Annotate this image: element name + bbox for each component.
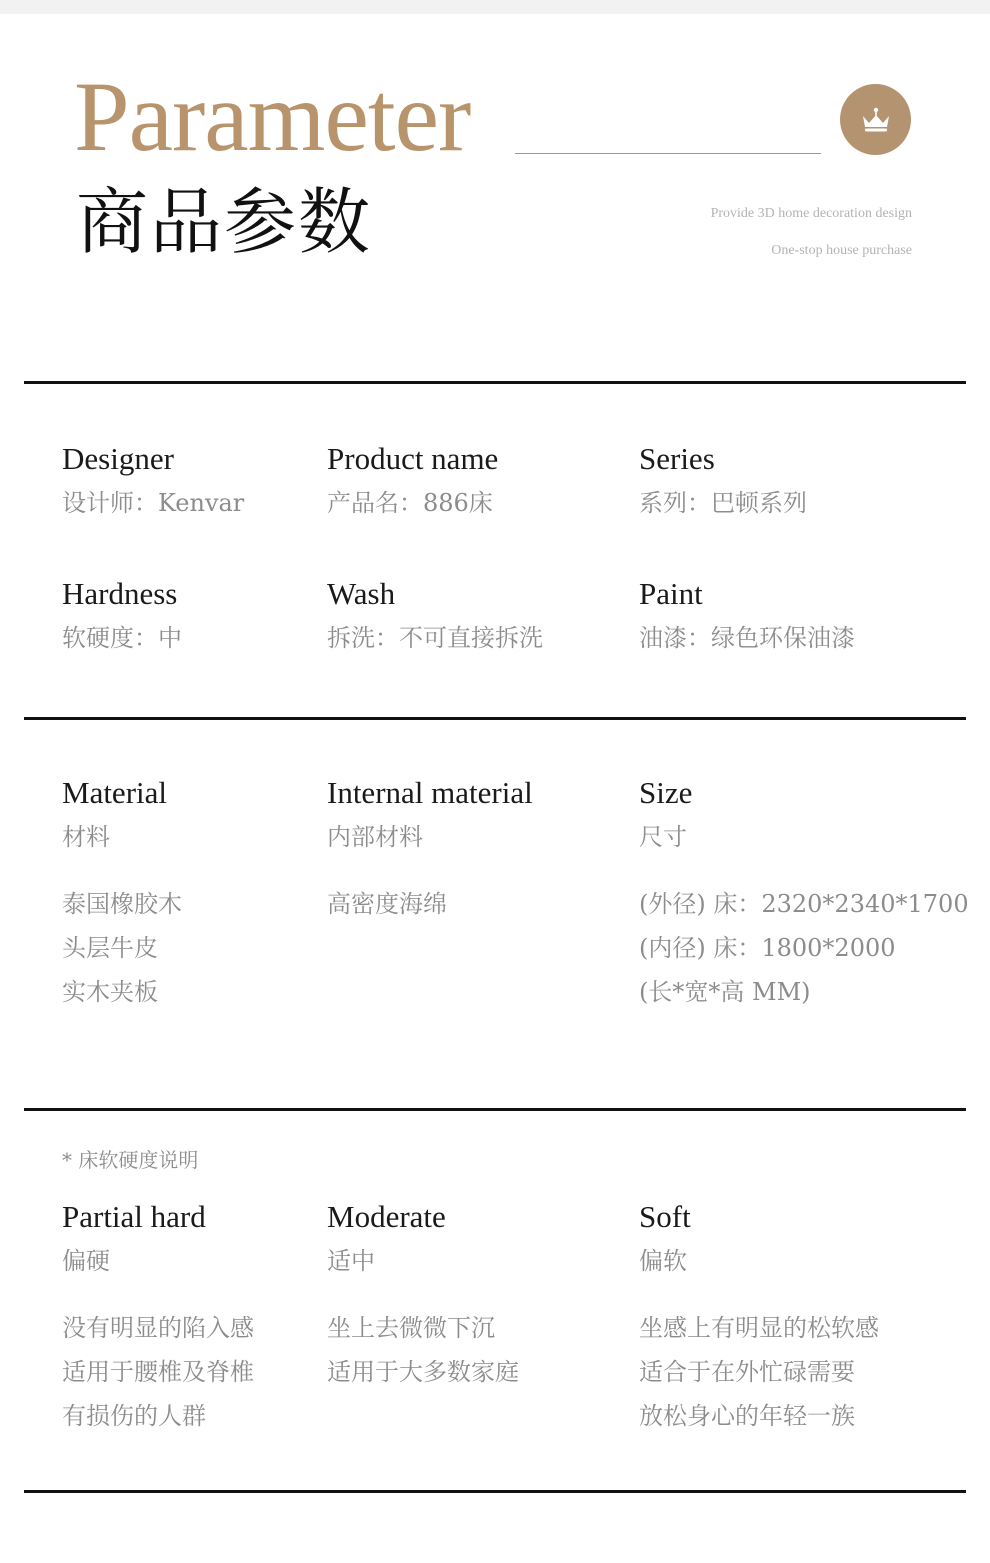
divider (24, 1108, 966, 1111)
list-item: (内径) 床：1800*2000 (639, 934, 896, 962)
param-value: 油漆：绿色环保油漆 (639, 624, 855, 652)
param-label-en: Paint (639, 576, 703, 611)
crown-icon (861, 107, 891, 133)
list-item: 适用于腰椎及脊椎 (62, 1358, 254, 1386)
param-value: 拆洗：不可直接拆洗 (327, 624, 543, 652)
param-label-cn: 适中 (327, 1247, 375, 1275)
soft-description (639, 1306, 879, 1438)
param-label-en: Wash (327, 576, 396, 611)
list-item: 高密度海绵 (327, 890, 447, 918)
param-value: 软硬度：中 (62, 624, 182, 652)
softness-note: * 床软硬度说明 (62, 1148, 199, 1172)
list-item: (外径) 床：2320*2340*1700 (639, 890, 969, 918)
title-underline (515, 153, 821, 154)
partial-hard-description (62, 1306, 254, 1438)
list-item: 适用于大多数家庭 (327, 1358, 519, 1386)
size-heading (639, 774, 692, 852)
param-label-en: Product name (327, 441, 499, 476)
list-item: 泰国橡胶木 (62, 890, 182, 918)
list-item: 实木夹板 (62, 978, 158, 1006)
param-designer (62, 440, 244, 518)
title-chinese: 商品参数 (76, 180, 373, 264)
title-english: Parameter (74, 61, 471, 172)
param-label-en: Internal material (327, 775, 533, 810)
material-heading (62, 774, 167, 852)
crown-badge (840, 84, 911, 155)
softness-partial-hard (62, 1198, 206, 1276)
param-label-cn: 材料 (62, 823, 110, 851)
list-item: 放松身心的年轻一族 (639, 1402, 855, 1430)
list-item: 头层牛皮 (62, 934, 158, 962)
param-label-cn: 尺寸 (639, 823, 687, 851)
tagline-purchase: One-stop house purchase (771, 243, 912, 258)
list-item: 坐上去微微下沉 (327, 1314, 495, 1342)
param-label-cn: 偏硬 (62, 1247, 110, 1275)
param-wash (327, 575, 543, 653)
param-label-en: Hardness (62, 576, 178, 611)
param-product-name (327, 440, 498, 518)
param-label-en: Size (639, 775, 693, 810)
list-item: 坐感上有明显的松软感 (639, 1314, 879, 1342)
divider (24, 1490, 966, 1493)
moderate-description (327, 1306, 519, 1394)
tagline-design: Provide 3D home decoration design (710, 206, 912, 221)
param-value: 产品名：886床 (327, 489, 493, 517)
param-label-en: Soft (639, 1199, 691, 1234)
internal-material-heading (327, 774, 533, 852)
list-item: 有损伤的人群 (62, 1402, 206, 1430)
param-label-cn: 内部材料 (327, 823, 423, 851)
param-label-en: Designer (62, 441, 174, 476)
param-label-en: Material (62, 775, 168, 810)
list-item: 适合于在外忙碌需要 (639, 1358, 855, 1386)
param-series (639, 440, 807, 518)
param-value: 系列：巴顿系列 (639, 489, 807, 517)
param-label-en: Moderate (327, 1199, 446, 1234)
param-hardness (62, 575, 182, 653)
list-item: (长*宽*高 MM) (639, 978, 811, 1006)
softness-soft (639, 1198, 691, 1276)
list-item: 没有明显的陷入感 (62, 1314, 254, 1342)
divider (24, 717, 966, 720)
softness-moderate (327, 1198, 446, 1276)
param-label-en: Partial hard (62, 1199, 206, 1234)
param-paint (639, 575, 855, 653)
size-list (639, 882, 969, 1014)
divider (24, 381, 966, 384)
top-strip (0, 0, 990, 14)
param-value: 设计师：Kenvar (62, 489, 245, 517)
param-label-cn: 偏软 (639, 1247, 687, 1275)
param-label-en: Series (639, 441, 715, 476)
internal-material-list (327, 882, 447, 926)
material-list (62, 882, 182, 1014)
